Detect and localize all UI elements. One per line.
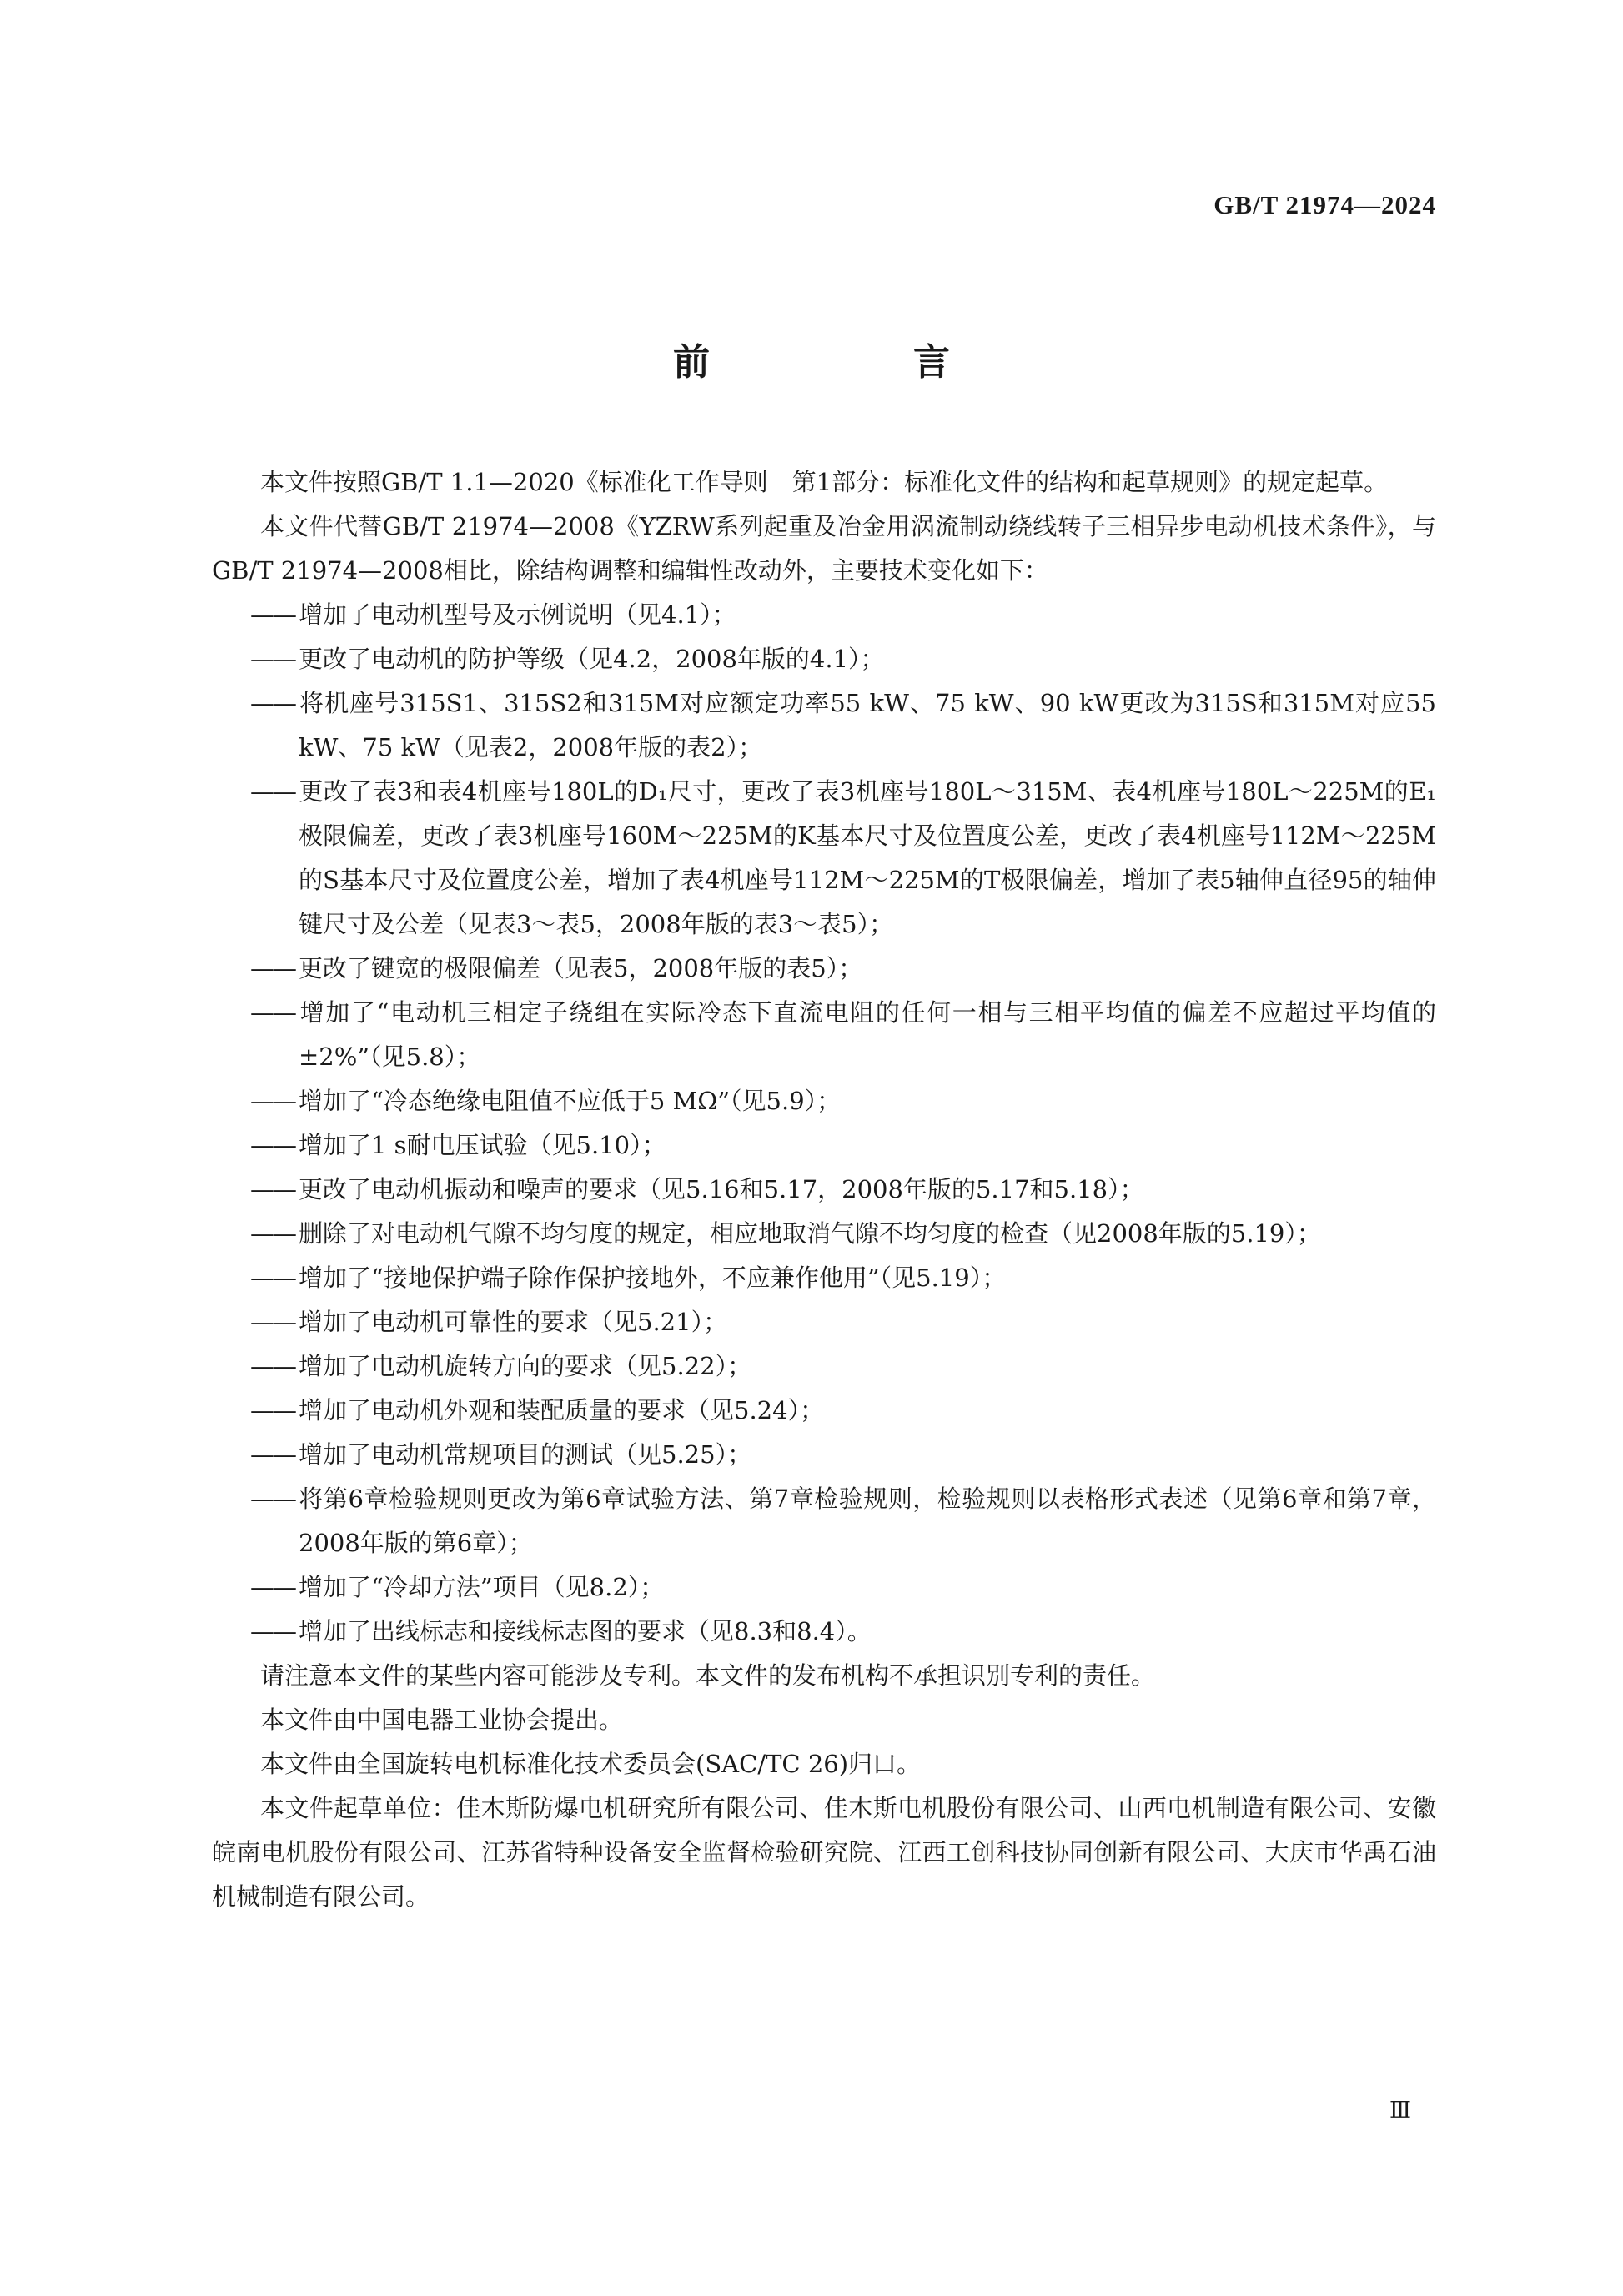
list-item-text: 将机座号315S1、315S2和315M对应额定功率55 kW、75 kW、90 kW更改为315S和315M对应55 kW、75 kW（见表2，2008年版的表2）； — [299, 689, 1436, 761]
dash-mark: —— — [250, 777, 295, 806]
paragraph-committee: 本文件由全国旋转电机标准化技术委员会(SAC/TC 26)归口。 — [260, 1750, 922, 1778]
list-item-text: 增加了1 s耐电压试验（见5.10）； — [299, 1131, 666, 1159]
dash-mark: —— — [250, 645, 295, 673]
list-item-text: 更改了电动机的防护等级（见4.2，2008年版的4.1）； — [299, 645, 885, 673]
list-item-text: 增加了电动机外观和装配质量的要求（见5.24）； — [299, 1396, 825, 1424]
standard-code: GB/T 21974—2024 — [1213, 190, 1436, 219]
list-item — [212, 1433, 1436, 1477]
list-item — [212, 681, 1436, 770]
list-item — [212, 1256, 1436, 1300]
list-item — [212, 1477, 1436, 1565]
dash-mark: —— — [250, 1308, 295, 1336]
dash-mark: —— — [250, 1573, 295, 1601]
list-item — [212, 1344, 1436, 1389]
dash-mark: —— — [250, 1219, 295, 1248]
list-item-text: 更改了电动机振动和噪声的要求（见5.16和5.17，2008年版的5.17和5.18）； — [299, 1175, 1144, 1203]
list-item — [212, 1389, 1436, 1433]
list-item-text: 更改了键宽的极限偏差（见表5，2008年版的表5）； — [299, 954, 863, 982]
list-item-text: 将第6章检验规则更改为第6章试验方法、第7章检验规则，检验规则以表格形式表述（见第6章和第7章，2008年版的第6章）； — [299, 1485, 1436, 1557]
paragraph-drafting-units: 本文件起草单位：佳木斯防爆电机研究所有限公司、佳木斯电机股份有限公司、山西电机制造有限公司、安徽皖南电机股份有限公司、江苏省特种设备安全监督检验研究院、江西工创科技协同创新有限公司、大庆市华禹石油机械制造有限公司。 — [212, 1794, 1436, 1911]
list-item-text: 增加了电动机旋转方向的要求（见5.22）； — [299, 1352, 752, 1380]
dash-mark: —— — [250, 1440, 295, 1469]
dash-mark: —— — [250, 1175, 295, 1203]
paragraph-replacement: 本文件代替GB/T 21974—2008《YZRW系列起重及冶金用涡流制动绕线转子三相异步电动机技术条件》，与GB/T 21974—2008相比，除结构调整和编辑性改动外，主要技术变化如下： — [212, 512, 1436, 585]
list-item-text: 更改了表3和表4机座号180L的D₁尺寸，更改了表3机座号180L～315M、表4机座号180L～225M的E₁极限偏差，更改了表3机座号160M～225M的K基本尺寸及位置度公差，更改了表4机座号112M～225M的S基本尺寸及位置度公差，增加了表4机座号112M～225M的T极限偏差，增加了表5轴伸直径95的轴伸键尺寸及公差（见表3～表5，2008年版的表3～表5）； — [299, 777, 1436, 938]
dash-mark: —— — [250, 1485, 295, 1513]
list-item — [212, 1300, 1436, 1344]
list-item-text: 增加了电动机可靠性的要求（见5.21）； — [299, 1308, 728, 1336]
list-item-text: 增加了“冷却方法”项目（见8.2）； — [299, 1573, 665, 1601]
dash-mark: —— — [250, 1264, 295, 1292]
list-item — [212, 1565, 1436, 1610]
dash-mark: —— — [250, 689, 295, 717]
dash-mark: —— — [250, 1617, 295, 1645]
list-item — [212, 1212, 1436, 1256]
list-item — [212, 593, 1436, 637]
foreword-body — [212, 460, 1436, 1919]
list-item-text: 增加了电动机型号及示例说明（见4.1）； — [299, 600, 736, 629]
list-item — [212, 1168, 1436, 1212]
list-item — [212, 991, 1436, 1079]
dash-mark: —— — [250, 954, 295, 982]
list-item — [212, 637, 1436, 681]
list-item — [212, 1123, 1436, 1168]
dash-mark: —— — [250, 1352, 295, 1380]
list-item — [212, 947, 1436, 991]
page-number: Ⅲ — [1389, 2098, 1412, 2123]
list-item-text: 删除了对电动机气隙不均匀度的规定，相应地取消气隙不均匀度的检查（见2008年版的5.19）； — [299, 1219, 1321, 1248]
dash-mark: —— — [250, 998, 295, 1027]
list-item-text: 增加了“接地保护端子除作保护接地外，不应兼作他用”（见5.19）； — [299, 1264, 1007, 1292]
list-item-text: 增加了“冷态绝缘电阻值不应低于5 MΩ”（见5.9）； — [299, 1087, 842, 1115]
paragraph-proposer: 本文件由中国电器工业协会提出。 — [260, 1706, 624, 1734]
dash-mark: —— — [250, 1087, 295, 1115]
dash-mark: —— — [250, 1131, 295, 1159]
list-item-text: 增加了电动机常规项目的测试（见5.25）； — [299, 1440, 752, 1469]
list-item — [212, 770, 1436, 947]
paragraph-drafting-rules: 本文件按照GB/T 1.1—2020《标准化工作导则 第1部分：标准化文件的结构和起草规则》的规定起草。 — [260, 468, 1389, 496]
paragraph-patent-notice: 请注意本文件的某些内容可能涉及专利。本文件的发布机构不承担识别专利的责任。 — [260, 1661, 1156, 1690]
dash-mark: —— — [250, 600, 295, 629]
page-title: 前 言 — [673, 341, 1033, 384]
list-item — [212, 1079, 1436, 1123]
list-item — [212, 1610, 1436, 1654]
dash-mark: —— — [250, 1396, 295, 1424]
list-item-text: 增加了“电动机三相定子绕组在实际冷态下直流电阻的任何一相与三相平均值的偏差不应超过平均值的±2%”（见5.8）； — [299, 998, 1436, 1071]
list-item-text: 增加了出线标志和接线标志图的要求（见8.3和8.4）。 — [299, 1617, 872, 1645]
